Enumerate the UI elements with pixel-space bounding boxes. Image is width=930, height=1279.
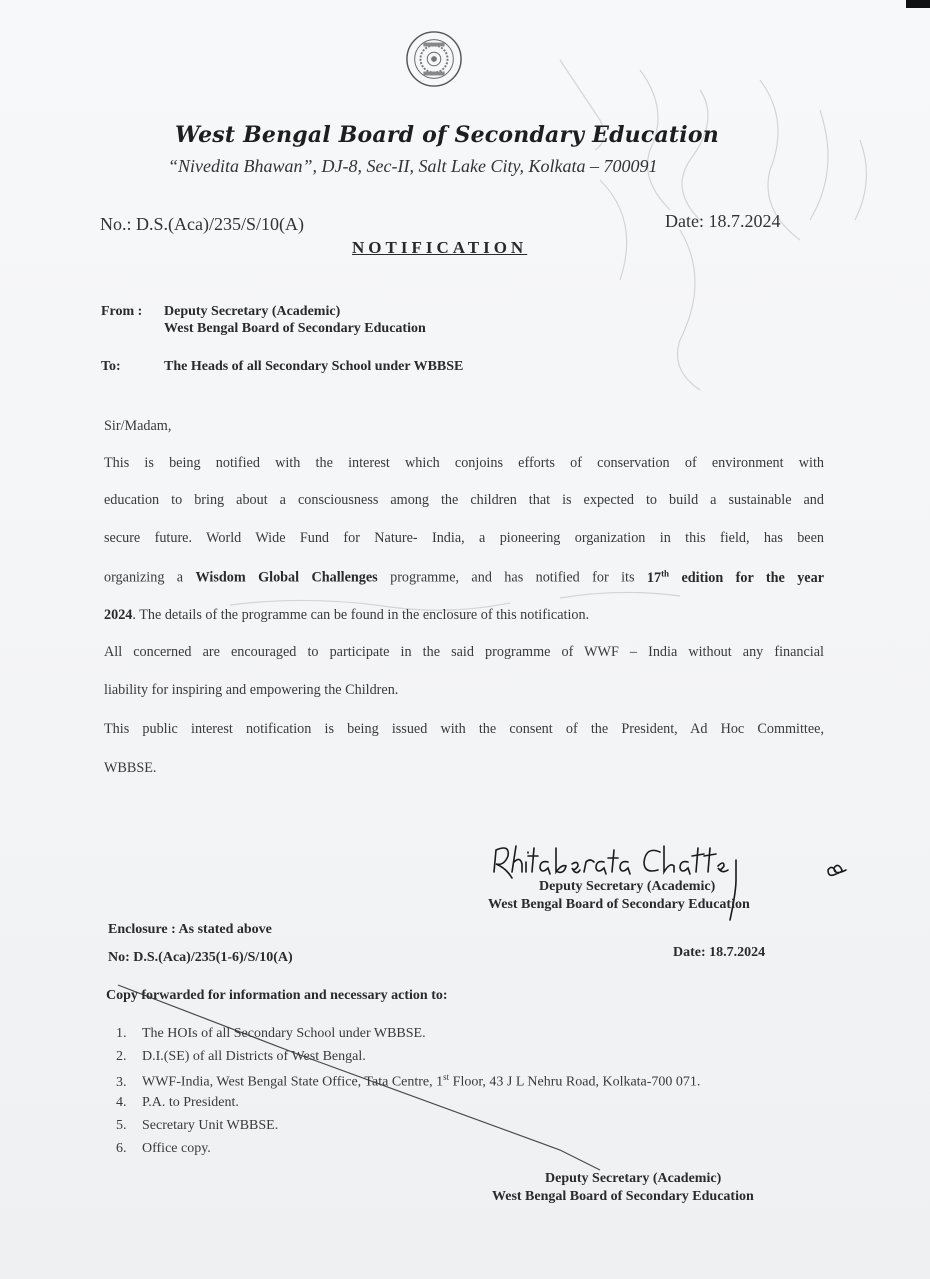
list-text: Secretary Unit WBBSE. xyxy=(142,1118,279,1133)
paragraph-1-line: education to bring about a consciousness among the children that is expected to build a sustainable and xyxy=(104,492,824,508)
document-title: NOTIFICATION xyxy=(352,238,528,257)
list-text: The HOIs of all Secondary School under WBBSE. xyxy=(142,1026,426,1041)
signatory-organization: West Bengal Board of Secondary Education xyxy=(488,897,750,912)
list-number: 4. xyxy=(116,1095,127,1110)
paragraph-2-line: liability for inspiring and empowering the Children. xyxy=(104,682,399,698)
list-text: WWF-India, West Bengal State Office, Tata Centre, 1 xyxy=(142,1074,444,1090)
programme-name: Wisdom Global Challenges xyxy=(195,569,378,586)
list-item xyxy=(116,1026,700,1049)
organization-address: “Nivedita Bhawan”, DJ-8, Sec-II, Salt Lake City, Kolkata – 700091 xyxy=(168,156,658,176)
notification-date: Date: 18.7.2024 xyxy=(665,211,781,231)
list-number: 2. xyxy=(116,1049,127,1064)
memo-date: Date: 18.7.2024 xyxy=(673,945,766,960)
copy-forwarded-heading: Copy forwarded for information and necessary action to: xyxy=(106,988,448,1003)
paragraph-3-line: This public interest notification is being issued with the consent of the President, Ad Hoc Committee, xyxy=(104,721,824,737)
from-line-2: West Bengal Board of Secondary Education xyxy=(164,321,426,336)
paragraph-1-line: This is being notified with the interest which conjoins efforts of conservation of environment with xyxy=(104,455,824,471)
list-text: P.A. to President. xyxy=(142,1095,239,1110)
year: 2024 xyxy=(104,607,133,623)
organization-name: West Bengal Board of Secondary Education xyxy=(175,122,719,148)
list-item xyxy=(116,1072,700,1095)
list-number: 5. xyxy=(116,1118,127,1133)
enclosure-note: Enclosure : As stated above xyxy=(108,922,272,937)
list-text: D.I.(SE) of all Districts of West Bengal. xyxy=(142,1049,366,1064)
list-item xyxy=(116,1141,700,1164)
edition-value: 17 xyxy=(646,569,662,586)
signatory-2-organization: West Bengal Board of Secondary Education xyxy=(492,1189,754,1204)
ordinal-suffix: st xyxy=(443,1072,450,1082)
ordinal-suffix: th xyxy=(661,568,670,578)
list-item xyxy=(116,1049,700,1072)
list-item xyxy=(116,1118,700,1141)
reference-number: No.: D.S.(Aca)/235/S/10(A) xyxy=(100,214,304,234)
signatory-designation: Deputy Secretary (Academic) xyxy=(539,879,716,894)
salutation: Sir/Madam, xyxy=(104,418,172,434)
signatory-2-designation: Deputy Secretary (Academic) xyxy=(545,1171,722,1186)
to-recipient: The Heads of all Secondary School under WBBSE xyxy=(164,359,464,374)
list-text: Office copy. xyxy=(142,1141,211,1156)
list-number: 1. xyxy=(116,1026,127,1041)
copy-recipient-list xyxy=(116,1026,700,1164)
from-label: From : xyxy=(101,304,143,319)
text-run: edition for the year xyxy=(669,569,824,586)
text-run: . The details of the programme can be found in the enclosure of this notification. xyxy=(132,607,590,623)
text-run: programme, and has notified for its xyxy=(377,569,647,586)
paragraph-1-line: secure future. World Wide Fund for Nature- India, a pioneering organization in this field, has been xyxy=(104,530,824,546)
list-number: 6. xyxy=(116,1141,127,1156)
memo-reference-number: No: D.S.(Aca)/235(1-6)/S/10(A) xyxy=(108,950,293,965)
paragraph-2-line: All concerned are encouraged to participate in the said programme of WWF – India without any financial xyxy=(104,644,824,660)
list-text: Floor, 43 J L Nehru Road, Kolkata-700 071. xyxy=(449,1074,701,1090)
to-label: To: xyxy=(101,359,121,374)
list-item xyxy=(116,1095,700,1118)
text-run: organizing a xyxy=(104,569,196,586)
list-number: 3. xyxy=(116,1074,127,1090)
from-line-1: Deputy Secretary (Academic) xyxy=(164,304,341,319)
paragraph-3-line: WBBSE. xyxy=(104,760,157,776)
